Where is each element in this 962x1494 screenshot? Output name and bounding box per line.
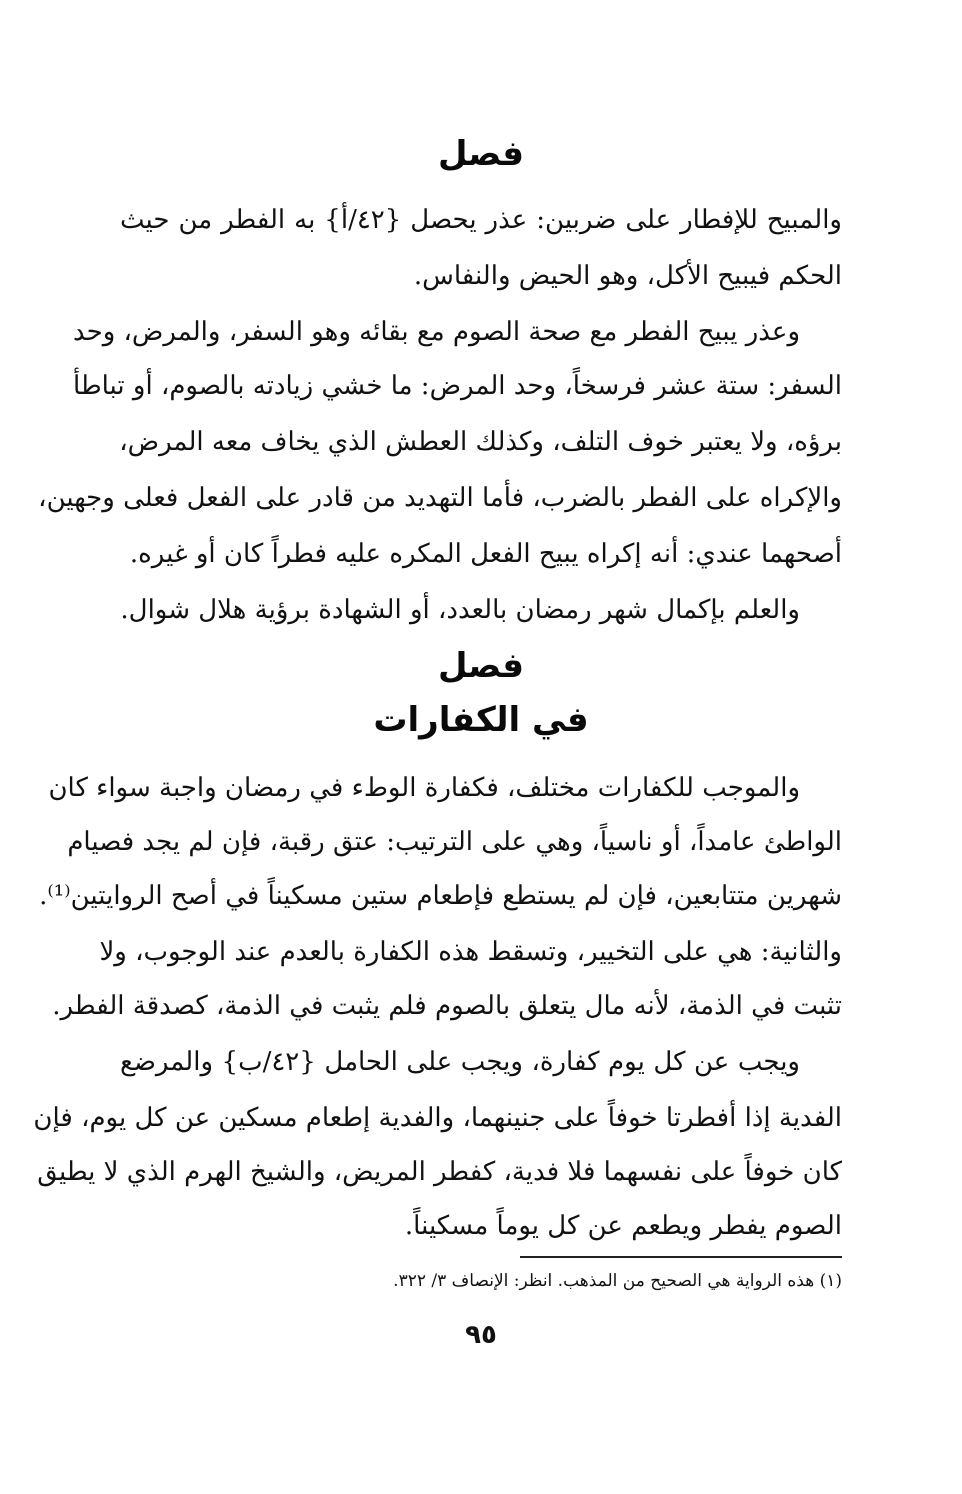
text-line: السفر: ستة عشر فرسخاً، وحد المرض: ما خشي زيادته بالصوم، أو تباطأ [73, 371, 842, 401]
text-line: الصوم يفطر ويطعم عن كل يوماً مسكيناً. [404, 1211, 842, 1241]
text-line: أصحهما عندي: أنه إكراه يبيح الفعل المكره عليه فطراً كان أو غيره. [129, 539, 842, 569]
footnote-divider [520, 1256, 842, 1258]
section-heading: فصل [437, 646, 525, 686]
text-line: تثبت في الذمة، لأنه مال يتعلق بالصوم فلم يثبت في الذمة، كصدقة الفطر. [52, 991, 842, 1021]
text-line: كان خوفاً على نفسهما فلا فدية، كفطر المريض، والشيخ الهرم الذي لا يطيق [37, 1157, 842, 1187]
section-heading: فصل [437, 134, 525, 174]
footnote: (١) هذه الرواية هي الصحيح من المذهب. انظر: الإنصاف ٣/ ٣٢٢. [393, 1271, 842, 1291]
text-line: وعذر يبيح الفطر مع صحة الصوم مع بقائه وهو السفر، والمرض، وحد [72, 317, 800, 347]
text-line: والمبيح للإفطار على ضربين: عذر يحصل {٤٢/أ} به الفطر من حيث [120, 205, 842, 235]
page-number: ٩٥ [465, 1320, 497, 1350]
text-line: الواطئ عامداً، أو ناسياً، وهي على الترتيب: عتق رقبة، فإن لم يجد فصيام [67, 827, 842, 857]
text-line: الحكم فيبيح الأكل، وهو الحيض والنفاس. [413, 261, 842, 291]
text-line: والإكراه على الفطر بالضرب، فأما التهديد من قادر على الفعل فعلى وجهين، [38, 483, 842, 513]
text-line: الفدية إذا أفطرتا خوفاً على جنينهما، والفدية إطعام مسكين عن كل يوم، فإن [33, 1103, 842, 1133]
text-line: والموجب للكفارات مختلف، فكفارة الوطء في رمضان واجبة سواء كان [48, 773, 800, 803]
text-line: ويجب عن كل يوم كفارة، ويجب على الحامل {٤٢/ب} والمرضع [120, 1047, 800, 1077]
text-line: برؤه، ولا يعتبر خوف التلف، وكذلك العطش الذي يخاف معه المرض، [119, 427, 842, 457]
text-line: والثانية: هي على التخيير، وتسقط هذه الكفارة بالعدم عند الوجوب، ولا [99, 937, 842, 967]
section-subheading: في الكفارات [373, 700, 589, 740]
text-line: والعلم بإكمال شهر رمضان بالعدد، أو الشهادة برؤية هلال شوال. [120, 595, 800, 625]
text-line: شهرين متتابعين، فإن لم يستطع فإطعام ستين مسكيناً في أصح الروايتين⁽¹⁾. [39, 881, 842, 911]
